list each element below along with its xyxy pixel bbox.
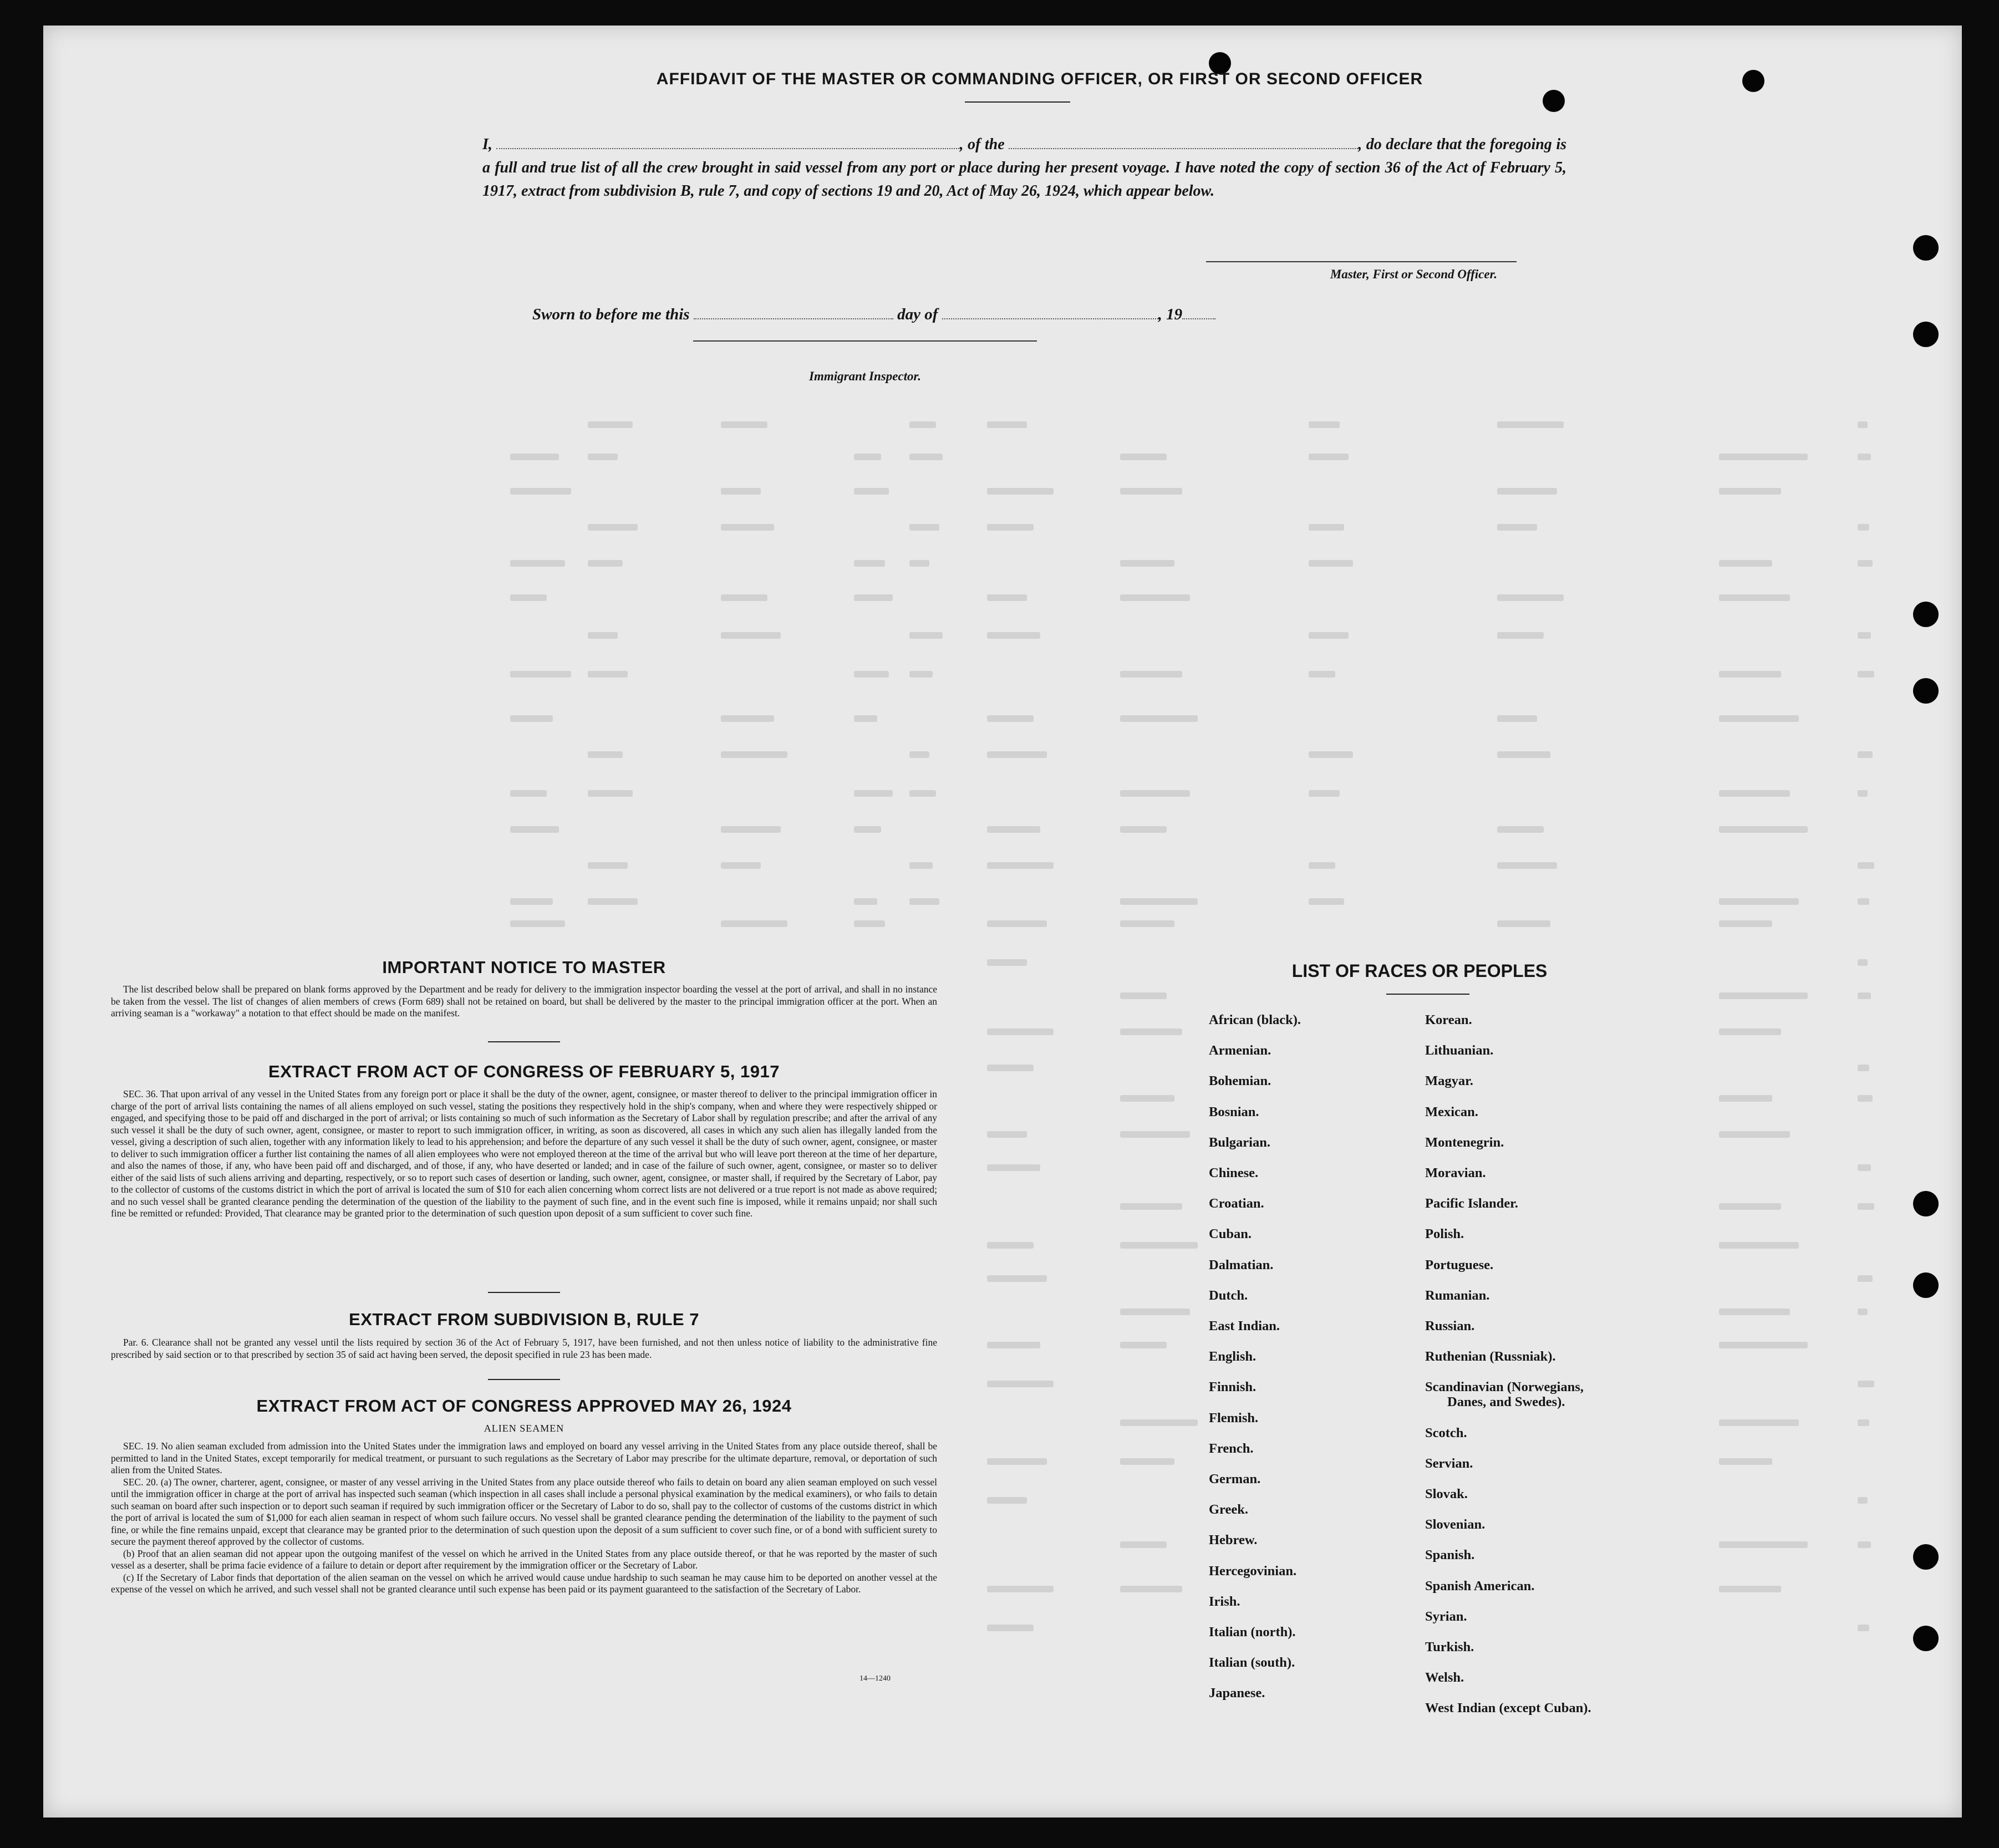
race-item: Mexican. bbox=[1425, 1104, 1478, 1119]
ghost-mark bbox=[909, 898, 939, 905]
ghost-mark bbox=[721, 421, 767, 428]
ghost-mark bbox=[987, 959, 1027, 966]
race-item: Turkish. bbox=[1425, 1640, 1474, 1654]
race-item: Flemish. bbox=[1209, 1410, 1259, 1426]
ghost-mark bbox=[854, 715, 877, 722]
punch-hole bbox=[1742, 70, 1764, 92]
ghost-mark bbox=[1309, 560, 1353, 567]
ghost-mark bbox=[909, 421, 936, 428]
ghost-mark bbox=[854, 826, 881, 833]
ghost-mark bbox=[1120, 1242, 1198, 1249]
ghost-mark bbox=[909, 751, 929, 758]
ghost-mark bbox=[1719, 826, 1808, 833]
ghost-mark bbox=[987, 1586, 1054, 1592]
day-blank bbox=[694, 304, 893, 319]
extract-1924-body bbox=[111, 1440, 937, 1596]
race-item: Dutch. bbox=[1209, 1287, 1248, 1303]
ghost-row bbox=[0, 454, 1386, 462]
form-number: 14—1240 bbox=[859, 1674, 891, 1683]
ghost-mark bbox=[1309, 421, 1340, 428]
race-item: Cuban. bbox=[1209, 1226, 1252, 1242]
ghost-row bbox=[0, 421, 1386, 430]
ghost-mark bbox=[588, 560, 623, 567]
ghost-mark bbox=[510, 715, 553, 722]
ghost-row bbox=[0, 790, 1386, 799]
ghost-mark bbox=[987, 1625, 1034, 1631]
ghost-mark bbox=[1719, 1419, 1799, 1426]
race-item: Magyar. bbox=[1425, 1073, 1473, 1089]
ghost-mark bbox=[987, 1275, 1047, 1282]
signature-line bbox=[1206, 261, 1517, 262]
ghost-row bbox=[0, 488, 1386, 497]
race-item: Russian. bbox=[1425, 1318, 1475, 1333]
ghost-mark bbox=[854, 488, 889, 495]
ghost-mark bbox=[854, 594, 893, 601]
ghost-row bbox=[0, 1381, 1386, 1389]
race-item: Pacific Islander. bbox=[1425, 1196, 1518, 1211]
inspector-label: Immigrant Inspector. bbox=[809, 369, 921, 383]
ghost-mark bbox=[987, 594, 1027, 601]
ghost-mark bbox=[510, 560, 565, 567]
ghost-mark bbox=[987, 862, 1054, 869]
ghost-mark bbox=[1120, 488, 1182, 495]
ghost-row bbox=[0, 632, 1386, 641]
race-item: Spanish. bbox=[1425, 1547, 1475, 1563]
race-item: Croatian. bbox=[1209, 1196, 1264, 1211]
affidavit-text: that the foregoing is a full and true list of all the crew brought in said vessel from any port or place during her present voyage. I have noted the copy of section 36 of the Act of February 5, 1917, extract from subdivision B, rule 7, and copy of sections 19 and 20, Act of May 26, 1924, which appear below. bbox=[482, 136, 1567, 200]
ghost-mark bbox=[1719, 1203, 1781, 1210]
alien-seamen-subtitle: ALIEN SEAMEN bbox=[484, 1423, 564, 1434]
ghost-mark bbox=[1719, 1342, 1808, 1348]
ghost-mark bbox=[1858, 862, 1874, 869]
ghost-mark bbox=[1858, 992, 1871, 999]
ghost-mark bbox=[1120, 454, 1167, 460]
sec-20a: SEC. 20. (a) The owner, charterer, agent, consignee, or master of any vessel arriving in the United States from any place outside thereof who fails to detain on board any alien seaman employed on such vessel until the immigration officer in charge at the port of arrival has inspected such seaman (which inspection in all cases shall include a personal physical examination by the medical examiners), or who fails to detain such seaman on board after such inspection or to deport such seaman if required by such immigration officer or the Secretary of Labor to do so, shall pay to the collector of customs of the customs district in which the port of arrival is located the sum of $1,000 for each alien seaman in respect of whom such failure occurs. No vessel shall be granted clearance pending the determination of the liability to the payment of such fine, or while the fine remains unpaid, except that clearance may be granted prior to the determination of such question upon the deposit of a sum sufficient to cover such fine, or of a bond with sufficient surety to secure the payment thereof approved by the collector of customs. bbox=[111, 1476, 937, 1547]
ghost-mark bbox=[721, 826, 781, 833]
ghost-row bbox=[0, 560, 1386, 569]
ghost-mark bbox=[1120, 898, 1198, 905]
ghost-mark bbox=[1719, 560, 1772, 567]
ghost-mark bbox=[909, 671, 933, 678]
ghost-mark bbox=[1120, 826, 1167, 833]
ghost-row bbox=[0, 715, 1386, 724]
ghost-mark bbox=[1309, 454, 1349, 460]
race-item: Hercegovinian. bbox=[1209, 1563, 1297, 1579]
affidavit-of-the: , of the bbox=[959, 136, 1005, 153]
ghost-mark bbox=[588, 632, 618, 639]
ghost-mark bbox=[1858, 421, 1868, 428]
ghost-mark bbox=[1858, 1164, 1871, 1171]
ghost-row bbox=[0, 898, 1386, 907]
ghost-mark bbox=[987, 920, 1047, 927]
ghost-mark bbox=[1120, 920, 1174, 927]
ghost-mark bbox=[987, 1029, 1054, 1035]
race-item: Korean. bbox=[1425, 1012, 1472, 1027]
race-item: Finnish. bbox=[1209, 1379, 1257, 1395]
signature-label: Master, First or Second Officer. bbox=[1330, 267, 1497, 281]
divider bbox=[488, 1292, 560, 1293]
ghost-row bbox=[0, 1242, 1386, 1251]
ghost-mark bbox=[1719, 671, 1781, 678]
punch-hole bbox=[1913, 678, 1939, 704]
year-prefix: , 19 bbox=[1158, 306, 1183, 324]
ghost-mark bbox=[1719, 594, 1790, 601]
extract-1924-title: EXTRACT FROM ACT OF CONGRESS APPROVED MAY 26, 1924 bbox=[256, 1396, 792, 1416]
ghost-row bbox=[0, 920, 1386, 929]
ghost-mark bbox=[987, 632, 1040, 639]
ghost-mark bbox=[909, 632, 943, 639]
ghost-mark bbox=[1858, 898, 1869, 905]
race-item: Scotch. bbox=[1425, 1425, 1467, 1440]
ghost-mark bbox=[1858, 1095, 1873, 1102]
affidavit-body bbox=[482, 133, 1566, 203]
ghost-mark bbox=[588, 751, 623, 758]
ghost-mark bbox=[1497, 715, 1537, 722]
ghost-mark bbox=[510, 594, 547, 601]
ghost-mark bbox=[1719, 898, 1799, 905]
ghost-mark bbox=[510, 920, 565, 927]
race-item: Polish. bbox=[1425, 1226, 1464, 1242]
ghost-mark bbox=[1858, 454, 1871, 460]
ghost-mark bbox=[1858, 1419, 1869, 1426]
divider bbox=[488, 1379, 560, 1380]
ghost-mark bbox=[588, 454, 618, 460]
ghost-mark bbox=[1858, 959, 1868, 966]
ghost-mark bbox=[1120, 594, 1190, 601]
ghost-mark bbox=[1497, 751, 1550, 758]
race-item: English. bbox=[1209, 1349, 1257, 1365]
ghost-mark bbox=[1719, 992, 1808, 999]
ghost-mark bbox=[1719, 1242, 1799, 1249]
affidavit-declare: , do declare bbox=[1358, 136, 1433, 153]
ghost-mark bbox=[987, 524, 1034, 531]
rule-7-title: EXTRACT FROM SUBDIVISION B, RULE 7 bbox=[349, 1310, 699, 1329]
ghost-mark bbox=[909, 524, 939, 531]
ghost-mark bbox=[588, 862, 628, 869]
punch-hole bbox=[1913, 322, 1939, 347]
race-item: Rumanian. bbox=[1425, 1287, 1490, 1303]
ghost-mark bbox=[987, 421, 1027, 428]
ghost-mark bbox=[588, 790, 633, 797]
ghost-mark bbox=[721, 862, 761, 869]
inspector-line bbox=[693, 340, 1037, 342]
ghost-mark bbox=[1719, 1458, 1772, 1465]
ghost-mark bbox=[1497, 862, 1557, 869]
ghost-mark bbox=[1497, 920, 1550, 927]
affidavit-title: AFFIDAVIT OF THE MASTER OR COMMANDING OFFICER, OR FIRST OR SECOND OFFICER bbox=[656, 70, 1423, 88]
year-blank bbox=[1182, 304, 1215, 319]
ghost-mark bbox=[987, 488, 1054, 495]
punch-hole bbox=[1913, 1191, 1939, 1216]
punch-hole bbox=[1913, 602, 1939, 627]
day-of-text: day of bbox=[897, 306, 938, 324]
ghost-mark bbox=[909, 454, 943, 460]
ghost-row bbox=[0, 671, 1386, 680]
race-item: Lithuanian. bbox=[1425, 1043, 1494, 1058]
ghost-mark bbox=[1309, 898, 1344, 905]
race-item: Portuguese. bbox=[1425, 1257, 1494, 1272]
ghost-mark bbox=[1497, 826, 1544, 833]
ghost-mark bbox=[1309, 790, 1340, 797]
ghost-mark bbox=[1120, 1586, 1182, 1592]
ghost-row bbox=[0, 862, 1386, 871]
ghost-mark bbox=[721, 594, 767, 601]
ghost-mark bbox=[1497, 632, 1544, 639]
ghost-mark bbox=[1120, 1029, 1182, 1035]
ghost-mark bbox=[1719, 454, 1808, 460]
ghost-mark bbox=[1719, 920, 1772, 927]
race-item: Scandinavian (Norwegians, bbox=[1425, 1379, 1584, 1395]
ghost-row bbox=[0, 524, 1386, 533]
ghost-mark bbox=[721, 715, 774, 722]
ghost-row bbox=[0, 1029, 1386, 1037]
race-item: Hebrew. bbox=[1209, 1533, 1258, 1548]
punch-hole bbox=[1913, 1272, 1939, 1298]
ghost-row bbox=[0, 826, 1386, 835]
ghost-mark bbox=[987, 1458, 1047, 1465]
ghost-mark bbox=[1858, 751, 1873, 758]
ghost-mark bbox=[510, 671, 571, 678]
rule-7-body: Par. 6. Clearance shall not be granted any vessel until the lists required by section 36 of the Act of February 5, 1917, have been furnished, and not then unless notice of liability to the administrative fine prescribed by said section or to that prescribed by section 35 of said act having been served, the deposit specified in rule 23 has been made. bbox=[111, 1337, 937, 1360]
ghost-mark bbox=[987, 1242, 1034, 1249]
race-item: Moravian. bbox=[1425, 1165, 1486, 1180]
ghost-mark bbox=[510, 454, 559, 460]
ghost-mark bbox=[1120, 715, 1198, 722]
ghost-mark bbox=[1120, 560, 1174, 567]
ghost-mark bbox=[987, 826, 1040, 833]
month-blank bbox=[942, 304, 1158, 319]
race-item: Japanese. bbox=[1209, 1686, 1265, 1701]
race-item: Greek. bbox=[1209, 1502, 1248, 1518]
ghost-mark bbox=[1120, 1131, 1190, 1138]
extract-1917-title: EXTRACT FROM ACT OF CONGRESS OF FEBRUARY 5, 1917 bbox=[268, 1062, 780, 1081]
ghost-mark bbox=[721, 632, 781, 639]
ghost-mark bbox=[1858, 524, 1869, 531]
ghost-mark bbox=[588, 671, 628, 678]
sec-19: SEC. 19. No alien seaman excluded from admission into the United States under the immigration laws and employed on board any vessel arriving in the United States from any place outside thereof, shall be permitted to land in the United States, except temporarily for medical treatment, or pursuant to such regulations as the Secretary of Labor may prescribe for the ultimate departure, removal, or deportation of such alien from the United States. bbox=[111, 1440, 937, 1475]
ghost-mark bbox=[1120, 1419, 1198, 1426]
ghost-row bbox=[0, 594, 1386, 603]
ghost-mark bbox=[1719, 1095, 1772, 1102]
ghost-mark bbox=[1719, 1586, 1781, 1592]
ghost-mark bbox=[1858, 1497, 1868, 1504]
ghost-mark bbox=[1309, 862, 1335, 869]
race-item: Montenegrin. bbox=[1425, 1134, 1504, 1150]
divider bbox=[965, 101, 1070, 103]
ghost-mark bbox=[1120, 1458, 1174, 1465]
ghost-mark bbox=[1719, 1029, 1781, 1035]
notice-title: IMPORTANT NOTICE TO MASTER bbox=[382, 958, 666, 977]
race-item: Servian. bbox=[1425, 1455, 1473, 1471]
race-item: Italian (north). bbox=[1209, 1625, 1296, 1640]
ghost-mark bbox=[721, 488, 761, 495]
ghost-mark bbox=[854, 560, 885, 567]
race-item: German. bbox=[1209, 1472, 1261, 1486]
ghost-mark bbox=[1120, 1309, 1190, 1315]
ghost-mark bbox=[1719, 715, 1799, 722]
ghost-mark bbox=[1719, 488, 1781, 495]
ghost-mark bbox=[1497, 488, 1557, 495]
ghost-mark bbox=[1858, 1065, 1869, 1071]
notice-body: The list described below shall be prepared on blank forms approved by the Department and be ready for delivery to the immigration inspector boarding the vessel at the port of arrival, and shall in no instance be taken from the vessel. The list of changes of alien members of crews (Form 689) shall not be retained on board, but shall be delivered by the master to the principal immigration officer at the port. When an arriving seaman is a "workaway" a notation to that effect should be made on the manifest. bbox=[111, 984, 937, 1019]
ghost-mark bbox=[1497, 594, 1564, 601]
sec-20c: (c) If the Secretary of Labor finds that deportation of the alien seaman on the vessel on which he arrived would cause undue hardship to such seaman he may cause him to be deported on another vessel at the expense of the vessel on which he arrived, and such vessel shall not be granted clearance until such expense has been paid or its payment guaranteed to the satisfaction of the Secretary of Labor. bbox=[111, 1571, 937, 1595]
ghost-mark bbox=[510, 898, 553, 905]
ghost-mark bbox=[1719, 1131, 1790, 1138]
sec-20b: (b) Proof that an alien seaman did not appear upon the outgoing manifest of the vessel on which he arrived in the United States from any place outside thereof, or that he was reported by the master of such vessel as a deserter, shall be prima facie evidence of a failure to detain or deport after requirement by the immigration officer or the Secretary of Labor. bbox=[111, 1547, 937, 1571]
ghost-mark bbox=[721, 920, 787, 927]
ghost-mark bbox=[510, 826, 559, 833]
race-item: Bohemian. bbox=[1209, 1073, 1271, 1089]
race-item: Dalmatian. bbox=[1209, 1257, 1274, 1272]
race-item: Slovenian. bbox=[1425, 1517, 1486, 1533]
ghost-mark bbox=[1309, 524, 1344, 531]
punch-hole bbox=[1913, 235, 1939, 261]
affidavit-i: I, bbox=[482, 136, 492, 153]
race-item: Armenian. bbox=[1209, 1043, 1271, 1058]
race-item: Danes, and Swedes). bbox=[1447, 1394, 1565, 1410]
ghost-mark bbox=[1120, 1095, 1174, 1102]
ghost-mark bbox=[1120, 992, 1167, 999]
ghost-mark bbox=[1120, 1203, 1182, 1210]
race-item: African (black). bbox=[1209, 1012, 1301, 1027]
ghost-mark bbox=[909, 560, 929, 567]
sworn-text: Sworn to before me this bbox=[532, 306, 690, 324]
ghost-row bbox=[0, 751, 1386, 760]
ghost-mark bbox=[1858, 790, 1868, 797]
race-item: Syrian. bbox=[1425, 1608, 1467, 1624]
ghost-mark bbox=[588, 524, 638, 531]
race-item: Welsh. bbox=[1425, 1670, 1464, 1686]
ghost-mark bbox=[987, 1497, 1027, 1504]
ghost-mark bbox=[1858, 632, 1871, 639]
punch-hole bbox=[1543, 90, 1565, 112]
ghost-mark bbox=[1719, 1309, 1790, 1315]
ghost-mark bbox=[1719, 1541, 1808, 1548]
ghost-mark bbox=[854, 920, 885, 927]
divider bbox=[1386, 994, 1469, 995]
ghost-mark bbox=[987, 1164, 1040, 1171]
ghost-mark bbox=[854, 898, 877, 905]
ghost-mark bbox=[987, 1342, 1040, 1348]
ghost-mark bbox=[1858, 1381, 1874, 1387]
ghost-mark bbox=[721, 751, 787, 758]
race-item: East Indian. bbox=[1209, 1318, 1280, 1333]
ghost-mark bbox=[987, 715, 1034, 722]
ghost-mark bbox=[909, 862, 933, 869]
ghost-mark bbox=[1858, 1275, 1873, 1282]
ghost-mark bbox=[1120, 671, 1182, 678]
race-item: Chinese. bbox=[1209, 1165, 1259, 1180]
ghost-mark bbox=[854, 671, 889, 678]
ghost-mark bbox=[588, 898, 638, 905]
ghost-mark bbox=[1858, 1541, 1871, 1548]
ghost-mark bbox=[1309, 632, 1349, 639]
ghost-mark bbox=[721, 524, 774, 531]
ghost-mark bbox=[1858, 1203, 1874, 1210]
sworn-line bbox=[532, 304, 1215, 324]
divider bbox=[488, 1041, 560, 1042]
ghost-mark bbox=[1858, 671, 1874, 678]
race-item: Bulgarian. bbox=[1209, 1134, 1270, 1150]
ghost-mark bbox=[1309, 751, 1353, 758]
ghost-mark bbox=[1858, 560, 1873, 567]
name-blank bbox=[496, 134, 959, 149]
race-item: Bosnian. bbox=[1209, 1104, 1259, 1119]
ghost-mark bbox=[1719, 790, 1790, 797]
ghost-mark bbox=[1858, 1309, 1868, 1315]
ghost-mark bbox=[1497, 524, 1537, 531]
races-title: LIST OF RACES OR PEOPLES bbox=[1291, 961, 1548, 981]
ghost-mark bbox=[909, 790, 936, 797]
race-item: Spanish American. bbox=[1425, 1578, 1535, 1594]
ghost-mark bbox=[1120, 1342, 1167, 1348]
extract-1917-body: SEC. 36. That upon arrival of any vessel in the United States from any foreign port or place it shall be the duty of the owner, agent, consignee, or master thereof to deliver to the principal immigration officer in charge of the port of arrival lists containing the names of all aliens employed on such vessel, stating the positions they respectively hold in the ship's company, when and where they were respectively shipped or engaged, and specifying those to be paid off and discharged in the port of arrival; or lists containing so much of such information as the Secretary of Labor shall by regulation prescribe; and after the arrival of any such vessel it shall be the duty of such owner, agent, consignee, or master to report to such immigration officer, in writing, as soon as discovered, all cases in which any such alien has illegally landed from the vessel, giving a description of such alien, together with any information likely to lead to his apprehension; and before the departure of any such vessel it shall be the duty of such owner, agent, consignee, or master to deliver to such immigration officer a further list containing the names of all alien employees who were not employed thereon at the time of the arrival but who will leave port thereon at the time of her departure, and also the names of those, if any, who have been paid off and discharged, and of those, if any, who have deserted or landed; and in case of the failure of such owner, agent, consignee, or master so to deliver either of the said lists of such aliens arriving and departing, respectively, or so to report such cases of desertion or landing, such owner, agent, consignee, or master shall, if required by the Secretary of Labor, pay to the collector of customs of the customs district in which the port of arrival is located the sum of $10 for each alien concerning whom correct lists are not delivered or a true report is not made as above required; and no such vessel shall be granted clearance pending the determination of the question of the liability to the payment of such fine, and in the event such fine is imposed, while it remains unpaid; nor shall such fine be remitted or refunded: Provided, That clearance may be granted prior to the determination of such question upon deposit of a sum sufficient to cover such fine. bbox=[111, 1088, 937, 1219]
ghost-mark bbox=[987, 1131, 1027, 1138]
ghost-row bbox=[0, 1625, 1386, 1633]
race-item: Slovak. bbox=[1425, 1486, 1468, 1501]
ghost-mark bbox=[854, 790, 893, 797]
punch-hole bbox=[1913, 1626, 1939, 1651]
ghost-mark bbox=[854, 454, 881, 460]
ghost-mark bbox=[987, 1065, 1034, 1071]
ghost-mark bbox=[1309, 671, 1335, 678]
ghost-mark bbox=[1497, 421, 1564, 428]
punch-hole bbox=[1913, 1544, 1939, 1570]
ghost-mark bbox=[1858, 1625, 1869, 1631]
ghost-mark bbox=[1120, 790, 1190, 797]
race-item: Italian (south). bbox=[1209, 1655, 1295, 1671]
ghost-mark bbox=[510, 790, 547, 797]
race-item: French. bbox=[1209, 1440, 1254, 1456]
ghost-mark bbox=[987, 1381, 1054, 1387]
race-item: Ruthenian (Russniak). bbox=[1425, 1349, 1556, 1365]
race-item: West Indian (except Cuban). bbox=[1425, 1701, 1591, 1716]
vessel-blank bbox=[1009, 134, 1358, 149]
ghost-mark bbox=[987, 751, 1047, 758]
ghost-mark bbox=[1120, 1541, 1167, 1548]
ghost-row bbox=[0, 1275, 1386, 1284]
ghost-mark bbox=[588, 421, 633, 428]
ghost-mark bbox=[510, 488, 571, 495]
race-item: Irish. bbox=[1209, 1594, 1240, 1609]
